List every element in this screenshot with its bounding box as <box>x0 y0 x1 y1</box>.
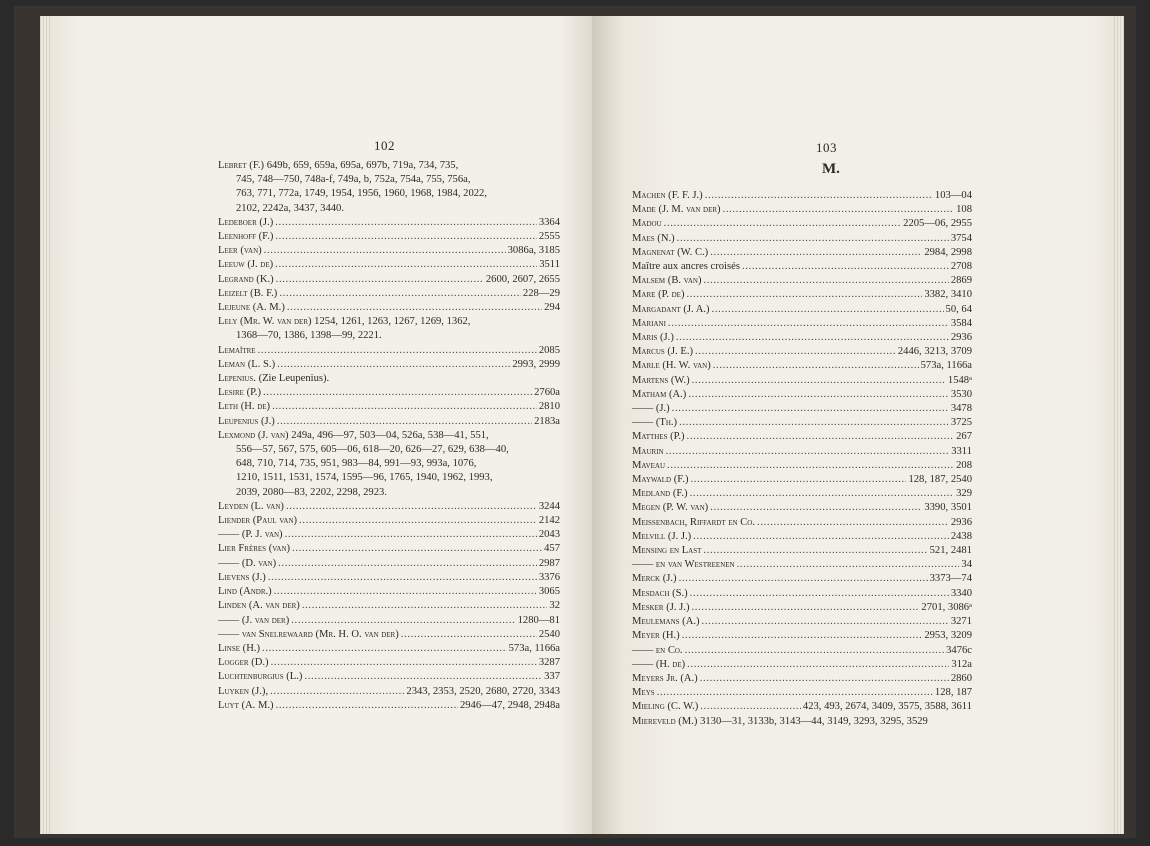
entry-refs: 3478 <box>950 403 972 415</box>
leader-dots <box>672 402 949 416</box>
entry-name: Luyt (A. M.) <box>218 699 274 711</box>
entry-name: Made (J. M. van der) <box>632 204 721 216</box>
index-entry <box>632 232 972 246</box>
index-entry <box>632 473 972 487</box>
entry-name: Lievens (J.) <box>218 571 266 583</box>
leader-dots <box>685 644 945 658</box>
book-spread <box>14 6 1136 838</box>
index-entry <box>632 530 972 544</box>
entry-name: Leyden (L. van) <box>218 500 284 512</box>
entry-refs: 2860 <box>950 672 972 684</box>
index-entry <box>632 388 972 402</box>
entry-refs: 2540 <box>538 628 560 640</box>
leader-dots <box>277 415 532 429</box>
index-entry <box>632 516 972 530</box>
index-entry <box>632 303 972 317</box>
leader-dots <box>687 430 955 444</box>
entry-refs: 3086a, 3185 <box>507 245 560 257</box>
entry-refs: 249a, 496—97, 503—04, 526a, 538—41, 551, <box>291 429 489 441</box>
leader-dots <box>668 317 949 331</box>
entry-name: Leenhoff (F.) <box>218 231 274 243</box>
leader-dots <box>757 516 949 530</box>
index-entry <box>218 685 560 699</box>
leader-dots <box>703 274 948 288</box>
entry-refs: 3390, 3501 <box>924 502 972 514</box>
entry-continuation: 1210, 1511, 1531, 1574, 1595—96, 1765, 1940, 1962, 1993, <box>236 472 493 484</box>
entry-name: Meissenbach, Riffardt en Co. <box>632 516 756 528</box>
entry-refs: 2953, 3209 <box>924 630 972 642</box>
index-entry <box>632 246 972 260</box>
index-entry <box>218 400 560 414</box>
entry-refs: 2142 <box>538 515 560 527</box>
entry-refs: 3373—74 <box>929 573 972 585</box>
index-entry <box>218 258 560 272</box>
index-entry <box>218 230 560 244</box>
index-entry <box>632 629 972 643</box>
entry-refs: 2183a <box>534 415 560 427</box>
leader-dots <box>401 628 537 642</box>
entry-refs: 1254, 1261, 1263, 1267, 1269, 1362, <box>314 316 471 328</box>
entry-name: Lier Frères (van) <box>218 543 291 555</box>
index-entry <box>218 528 560 542</box>
leader-dots <box>667 459 954 473</box>
entry-refs: 3287 <box>538 657 560 669</box>
index-entry <box>632 374 972 388</box>
leader-dots <box>292 542 542 556</box>
index-entry <box>632 288 972 302</box>
leader-dots <box>275 230 536 244</box>
leader-dots <box>302 599 548 613</box>
entry-refs: 294 <box>544 302 560 314</box>
index-entry <box>218 628 560 642</box>
entry-refs: 3511 <box>539 259 560 271</box>
leader-dots <box>279 287 521 301</box>
index-entry <box>632 672 972 686</box>
leader-dots <box>278 557 537 571</box>
entry-refs: 337 <box>544 671 560 683</box>
entry-name: Medland (F.) <box>632 488 688 500</box>
entry-continuation: 1368—70, 1386, 1398—99, 2221. <box>236 330 382 342</box>
entry-name: Ledeboer (J.) <box>218 216 274 228</box>
index-entry <box>632 430 972 444</box>
entry-name: Leman (L. S.) <box>218 358 276 370</box>
index-entry <box>218 372 560 386</box>
entry-refs: 2600, 2607, 2655 <box>485 273 560 285</box>
index-entry <box>632 416 972 430</box>
index-entry <box>632 359 972 373</box>
entry-refs: 329 <box>956 488 972 500</box>
entry-name: Mesker (J. J.) <box>632 601 690 613</box>
entry-name: Matham (A.) <box>632 388 687 400</box>
index-entry <box>632 274 972 288</box>
index-entry <box>632 686 972 700</box>
leader-dots <box>263 386 532 400</box>
entry-name: Leth (H. de) <box>218 401 271 413</box>
leader-dots <box>258 344 537 358</box>
entry-name: Miereveld (M.) <box>632 715 698 727</box>
entry-refs: 2701, 3086ᵃ <box>921 601 972 613</box>
entry-name: —— (D. van) <box>218 557 277 569</box>
leader-dots <box>677 232 949 246</box>
entry-refs: 2438 <box>950 530 972 542</box>
entry-name: Maurin <box>632 445 664 457</box>
section-heading: M. <box>822 161 840 177</box>
entry-refs: 312a <box>951 658 972 670</box>
entry-name: Legrand (K.) <box>218 273 274 285</box>
entry-refs: 1280—81 <box>517 614 560 626</box>
entry-refs: 573a, 1166a <box>920 360 972 372</box>
entry-continuation: 648, 710, 714, 735, 951, 983—84, 991—93, 993a, 1076, <box>236 458 477 470</box>
leader-dots <box>274 585 537 599</box>
leader-dots <box>688 388 949 402</box>
entry-refs: 3754 <box>950 232 972 244</box>
entry-name: —— (J. van der) <box>218 614 290 626</box>
entry-name: Melvill (J. J.) <box>632 530 692 542</box>
leader-dots <box>304 670 542 684</box>
page-number: 103 <box>816 140 837 155</box>
leader-dots <box>664 217 902 231</box>
entry-refs: 3130—31, 3133b, 3143—44, 3149, 3293, 3295, 3529 <box>700 715 928 727</box>
index-entry <box>218 315 560 343</box>
entry-refs: 3271 <box>950 616 972 628</box>
index-entry <box>218 386 560 400</box>
entry-name: Matthes (P.) <box>632 431 685 443</box>
entry-name: Martens (W.) <box>632 374 690 386</box>
entry-refs: 34 <box>961 559 972 571</box>
entry-refs: 2984, 2998 <box>924 246 972 258</box>
page-edges <box>1114 16 1124 834</box>
entry-name: Mensing en Last <box>632 545 702 557</box>
entry-name: —— (H. de) <box>632 658 686 670</box>
entry-name: Mesdach (S.) <box>632 587 688 599</box>
index-entry <box>632 217 972 231</box>
page-edges <box>40 16 50 834</box>
index-entry <box>218 358 560 372</box>
index-entry <box>632 658 972 672</box>
index-entry <box>632 715 972 729</box>
entry-name: Luchtenburgius (L.) <box>218 671 303 683</box>
index-entry <box>218 656 560 670</box>
entry-continuation: 763, 771, 772a, 1749, 1954, 1956, 1960, 1968, 1984, 2022, <box>236 188 488 200</box>
index-entry <box>632 445 972 459</box>
entry-refs: 228—29 <box>522 287 560 299</box>
leader-dots <box>277 358 510 372</box>
entry-refs: 2708 <box>950 261 972 273</box>
entry-refs: 3382, 3410 <box>924 289 972 301</box>
entry-continuation: 2102, 2242a, 3437, 3440. <box>236 202 344 214</box>
entry-refs: 649b, 659, 659a, 695a, 697b, 719a, 734, 735, <box>266 160 459 171</box>
index-entry <box>632 501 972 515</box>
leader-dots <box>262 642 507 656</box>
entry-name: Leizelt (B. F.) <box>218 287 278 299</box>
index-entry <box>632 260 972 274</box>
index-entry <box>218 415 560 429</box>
entry-name: Lebret (F.) <box>218 160 265 171</box>
index-entry <box>218 429 560 500</box>
leader-dots <box>703 544 927 558</box>
entry-refs: 3065 <box>538 586 560 598</box>
entry-name: Magnenat (W. C.) <box>632 246 709 258</box>
entry-name: Leupenius (J.) <box>218 415 275 427</box>
entry-refs: 267 <box>956 431 972 443</box>
entry-refs: 2810 <box>538 401 560 413</box>
entry-refs: 423, 493, 2674, 3409, 3575, 3588, 3611 <box>802 701 972 713</box>
leader-dots <box>700 700 801 714</box>
index-entry <box>218 699 560 713</box>
entry-name: Lejeune (A. M.) <box>218 302 285 314</box>
entry-refs: 50, 64 <box>945 303 972 315</box>
entry-name: Mieling (C. W.) <box>632 701 699 713</box>
leader-dots <box>742 260 949 274</box>
index-entry <box>632 345 972 359</box>
leader-dots <box>270 685 404 699</box>
entry-refs: 3311 <box>951 445 972 457</box>
index-entry <box>218 273 560 287</box>
entry-name: Marle (H. W. van) <box>632 360 711 372</box>
entry-refs: 2936 <box>950 332 972 344</box>
entry-name: Lepenius. <box>218 373 256 385</box>
entry-refs: 457 <box>544 543 560 555</box>
leader-dots <box>705 189 933 203</box>
entry-refs: 3530 <box>950 388 972 400</box>
entry-refs: 2993, 2999 <box>512 358 560 370</box>
index-entries <box>218 159 560 713</box>
entry-refs: 3340 <box>950 587 972 599</box>
leader-dots <box>690 587 949 601</box>
entry-name: —— en van Westreenen <box>632 559 735 571</box>
left-page <box>40 16 600 834</box>
leader-dots <box>723 203 955 217</box>
leader-dots <box>710 246 922 260</box>
index-entry <box>218 599 560 613</box>
entry-name: Liender (Paul van) <box>218 515 298 527</box>
entry-refs: 2555 <box>538 231 560 243</box>
entry-refs: 2205—06, 2955 <box>903 218 972 230</box>
leader-dots <box>690 487 955 501</box>
entry-refs: 2446, 3213, 3709 <box>897 346 972 358</box>
entry-refs: 2043 <box>538 529 560 541</box>
index-entry <box>218 557 560 571</box>
entry-refs: 1548ᵃ <box>947 374 972 386</box>
entry-name: Maes (N.) <box>632 232 675 244</box>
entry-continuation: 745, 748—750, 748a-f, 749a, b, 752a, 754a, 755, 756a, <box>236 174 471 186</box>
entry-refs: 3725 <box>950 417 972 429</box>
entry-name: Linden (A. van der) <box>218 600 300 612</box>
index-entry <box>632 487 972 501</box>
index-entry <box>632 317 972 331</box>
entry-refs: 2936 <box>950 516 972 528</box>
entry-name: Meulemans (A.) <box>632 616 700 628</box>
entry-name: Madou <box>632 218 662 230</box>
entry-name: —— (Th.) <box>632 417 678 429</box>
index-entry <box>218 614 560 628</box>
leader-dots <box>693 530 949 544</box>
entry-name: Lesire (P.) <box>218 387 261 399</box>
leader-dots <box>276 699 458 713</box>
index-entry <box>218 642 560 656</box>
page-number: 102 <box>374 138 395 153</box>
leader-dots <box>291 614 515 628</box>
leader-dots <box>679 572 928 586</box>
leader-dots <box>692 374 946 388</box>
index-entry <box>218 159 560 216</box>
entry-refs: 2987 <box>538 557 560 569</box>
leader-dots <box>713 359 919 373</box>
leader-dots <box>700 672 949 686</box>
entry-name: Meys <box>632 687 655 699</box>
leader-dots <box>679 416 949 430</box>
leader-dots <box>275 258 537 272</box>
leader-dots <box>657 686 933 700</box>
entry-name: —— (P. J. van) <box>218 529 283 541</box>
entry-name: Merck (J.) <box>632 573 677 585</box>
entry-name: Megen (P. W. van) <box>632 502 709 514</box>
entry-name: Linse (H.) <box>218 642 261 654</box>
leader-dots <box>268 571 537 585</box>
entry-refs: 2085 <box>538 344 560 356</box>
index-entry <box>632 700 972 714</box>
entry-refs: 208 <box>956 459 972 471</box>
index-entry <box>218 244 560 258</box>
leader-dots <box>710 501 922 515</box>
index-entries <box>632 189 972 729</box>
entry-name: Leer (van) <box>218 245 262 257</box>
leader-dots <box>666 445 950 459</box>
entry-name: —— (J.) <box>632 403 670 415</box>
leader-dots <box>686 288 922 302</box>
entry-name: Maître aux ancres croisés <box>632 261 740 273</box>
leader-dots <box>272 400 537 414</box>
entry-refs: 3584 <box>950 317 972 329</box>
right-page <box>592 16 1124 834</box>
entry-name: Machen (F. F. J.) <box>632 190 703 201</box>
entry-refs: 32 <box>549 600 560 612</box>
leader-dots <box>687 658 949 672</box>
leader-dots <box>691 601 919 615</box>
entry-refs: 2946—47, 2948, 2948a <box>459 699 560 711</box>
entry-name: Logger (D.) <box>218 657 269 669</box>
entry-refs: 3244 <box>538 500 560 512</box>
index-entry <box>218 287 560 301</box>
index-entry <box>632 402 972 416</box>
index-entry <box>632 644 972 658</box>
index-entry <box>632 587 972 601</box>
entry-name: Lexmond (J. van) <box>218 429 289 441</box>
index-entry <box>632 572 972 586</box>
entry-refs: 2343, 2353, 2520, 2680, 2720, 3343 <box>406 685 560 697</box>
leader-dots <box>276 273 484 287</box>
entry-continuation: 556—57, 567, 575, 605—06, 618—20, 626—27, 629, 638—40, <box>236 444 509 456</box>
leader-dots <box>695 345 896 359</box>
index-entry <box>632 544 972 558</box>
entry-name: Marcus (J. E.) <box>632 346 694 358</box>
index-entry <box>218 301 560 315</box>
entry-name: Luyken (J.), <box>218 685 269 697</box>
entry-name: Maveau <box>632 459 666 471</box>
entry-continuation: 2039, 2080—83, 2202, 2298, 2923. <box>236 486 387 498</box>
index-entry <box>632 459 972 473</box>
index-entry <box>632 601 972 615</box>
entry-refs: 3476c <box>946 644 972 656</box>
index-entry <box>218 344 560 358</box>
entry-refs: 573a, 1166a <box>508 642 560 654</box>
entry-name: Maris (J.) <box>632 332 674 344</box>
index-entry <box>632 558 972 572</box>
leader-dots <box>737 558 960 572</box>
leader-dots <box>691 473 907 487</box>
index-entry <box>632 615 972 629</box>
index-entry <box>632 189 972 203</box>
entry-name: Margadant (J. A.) <box>632 303 710 315</box>
entry-refs: 2760a <box>534 387 560 399</box>
entry-refs: 2869 <box>950 275 972 287</box>
entry-refs: 128, 187, 2540 <box>908 474 972 486</box>
index-entry <box>218 670 560 684</box>
index-entry <box>218 500 560 514</box>
index-entry <box>632 203 972 217</box>
leader-dots <box>271 656 537 670</box>
entry-name: Lind (Andr.) <box>218 586 272 598</box>
entry-name: —— van Snelrewaard (Mr. H. O. van der) <box>218 628 399 640</box>
entry-name: —— en Co. <box>632 644 683 656</box>
index-entry <box>218 216 560 230</box>
leader-dots <box>264 244 506 258</box>
entry-name: Malsem (B. van) <box>632 275 702 287</box>
entry-refs: 521, 2481 <box>929 545 972 557</box>
entry-refs: (Zie Leupenius). <box>258 373 330 385</box>
entry-name: Mare (P. de) <box>632 289 685 301</box>
entry-refs: 108 <box>956 204 972 216</box>
leader-dots <box>287 301 542 315</box>
leader-dots <box>275 216 537 230</box>
entry-refs: 3364 <box>538 216 560 228</box>
index-entry <box>218 585 560 599</box>
leader-dots <box>286 500 537 514</box>
leader-dots <box>712 303 944 317</box>
entry-refs: 128, 187 <box>934 687 972 699</box>
leader-dots <box>702 615 949 629</box>
leader-dots <box>299 514 537 528</box>
entry-name: Mariani <box>632 317 666 329</box>
index-entry <box>218 542 560 556</box>
entry-name: Meyer (H.) <box>632 630 680 642</box>
entry-refs: 103—04 <box>934 190 972 201</box>
entry-name: Lemaître <box>218 344 256 356</box>
entry-name: Lely (Mr. W. van der) <box>218 316 312 328</box>
index-entry <box>632 331 972 345</box>
index-entry <box>218 514 560 528</box>
index-entry <box>218 571 560 585</box>
leader-dots <box>285 528 537 542</box>
leader-dots <box>676 331 949 345</box>
entry-refs: 3376 <box>538 571 560 583</box>
entry-name: Leeuw (J. de) <box>218 259 274 271</box>
entry-name: Maywald (F.) <box>632 474 689 486</box>
leader-dots <box>682 629 923 643</box>
entry-name: Meyers Jr. (A.) <box>632 672 698 684</box>
